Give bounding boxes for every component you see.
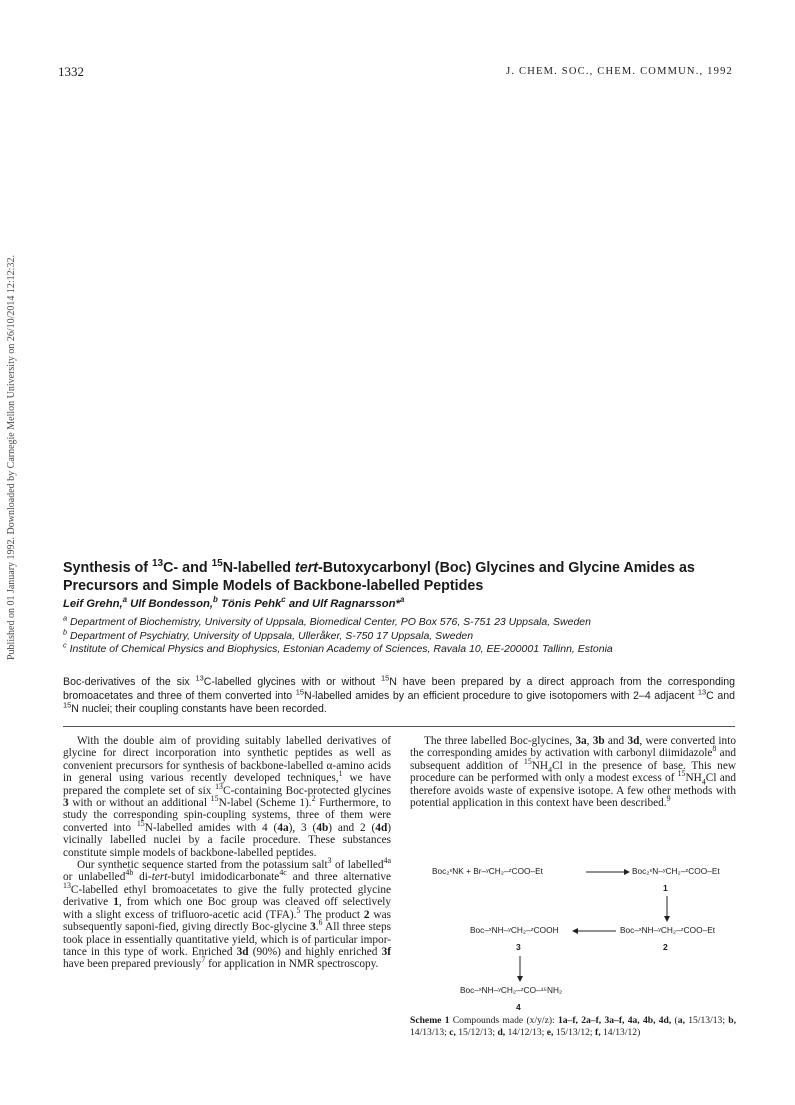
arrow-left-icon (572, 927, 616, 935)
author-list: Leif Grehn,$^a$ Ulf Bondesson,$^b$ Tönis Pehk$^c$ and Ulf Ragnarsson*$^a$ (63, 595, 405, 610)
arrow-down-icon (516, 956, 524, 982)
scheme-caption: Scheme 1 Compounds made (x/y/z): 1a–f, 2a–f, 3a–f, 4a, 4b, 4d, (a, 15/13/13; b, 14/13/13; c, 15/12/13; d, 14/12/13; e, 15/13/12; f, 14/13/12) (410, 1015, 737, 1038)
scheme-compound-1: Boc₂ˣN–ʸCH₂–ᶻCOO–Et (632, 866, 720, 876)
body-right-column (410, 735, 736, 809)
download-watermark: Published on 01 January 1992. Downloaded by Carnegie Mellon University on 26/10/2014 12:12:32. (6, 255, 17, 660)
section-divider (63, 726, 735, 727)
paragraph-intro: With the double aim of providing suitably labelled derivatives of glycine for direct incorporation into synthetic peptides as well as convenient precursors for synthesis of backbone-labelled α-amino acids in general using various recently developed techniques,$^1$ we have prepared the complete set of six $^{13}$C-containing Boc-protected glycines 3 with or without an additional $^{15}$N-label (Scheme 1).$^2$ Furthermore, to study the corresponding spin-coupling systems, three of them were converted into $^{15}$N-labelled amides with 4 (4a), 3 (4b) and 2 (4d) vicinally labelled nuclei by a facile procedure. These substances constitute simple models of backbone-labelled peptides. (63, 735, 392, 859)
scheme-label-3: 3 (516, 942, 521, 952)
scheme-compound-4: Boc–ˣNH–ʸCH₂–ᶻCO–¹⁵NH₂ (460, 985, 563, 995)
body-left-column (63, 735, 391, 971)
affiliations (63, 613, 613, 657)
scheme-compound-2: Boc–ˣNH–ʸCH₂–ᶻCOO–Et (620, 925, 716, 935)
paragraph-amides: The three labelled Boc-glycines, 3a, 3b and 3d, were converted into the corresponding amides by activation with carbonyl diimidazole$^8$ and subsequent addition of $^{15}NH_4Cl$ in the presence of base. This new procedure can be performed with only a modest excess of $^{15}NH_4Cl$ and therefore avoids waste of expensive isotope. A few other methods with potential application in this context have been described.$^9$ (410, 735, 736, 810)
scheme-reactants: Boc₂ˣNK + Br–ʸCH₂–ᶻCOO–Et (432, 866, 543, 876)
reaction-scheme (420, 862, 736, 1012)
paragraph-synthesis: Our synthetic sequence started from the potassium salt$^3$ of labelled$^{4a}$ or unlabelled$^{4b}$ di-tert-butyl imidodicarbonate$^{4c}$ and three alternative $^{13}$C-labelled ethyl bromoacetates to give the fully protected glycine derivative 1, from which one Boc group was cleaved off selectively with a slight excess of trifluoro-acetic acid (TFA).$^5$ The product 2 was subsequently saponi-fied, giving directly Boc-glycine 3.$^6$ All three steps took place in essentially quantitative yield, which is of particular impor-tance in this type of work. Enriched 3d (90%) and highly enriched 3f have been prepared previously$^7$ for application in NMR spectroscopy. (63, 856, 392, 971)
affiliation-c: $^c$ Institute of Chemical Physics and Biophysics, Estonian Academy of Sciences, Ravala 10, EE-200001 Tallinn, Estonia (63, 640, 613, 655)
scheme-compound-3: Boc–ˣNH–ʸCH₂–ᶻCOOH (470, 925, 559, 935)
arrow-right-icon (586, 868, 630, 876)
abstract: Boc-derivatives of the six $^{13}$C-labelled glycines with or without $^{15}$N have been prepared by a direct approach from the corresponding bromoacetates and three of them converted into $^{15}$N-labelled amides by an efficient procedure to give isotopomers with 2–4 adjacent $^{13}$C and $^{15}$N nuclei; their coupling constants have been recorded. (63, 673, 735, 716)
scheme-label-1: 1 (663, 883, 668, 893)
scheme-label-4: 4 (516, 1002, 521, 1012)
scheme-label-2: 2 (663, 942, 668, 952)
page-number: 1332 (58, 64, 84, 79)
affiliation-a: $^a$ Department of Biochemistry, University of Uppsala, Biomedical Center, PO Box 576, S-751 23 Uppsala, Sweden (63, 613, 591, 628)
affiliation-b: $^b$ Department of Psychiatry, University of Uppsala, Ulleråker, S-750 17 Uppsala, Sweden (63, 627, 474, 642)
arrow-down-icon (663, 896, 671, 922)
article-title: Synthesis of $^{13}$C- and $^{15}$N-labelled tert-Butoxycarbonyl (Boc) Glycines and Glycine Amides as Precursors and Simple Models of Backbone-labelled Peptides (63, 558, 695, 594)
journal-header: J. CHEM. SOC., CHEM. COMMUN., 1992 (506, 66, 733, 77)
